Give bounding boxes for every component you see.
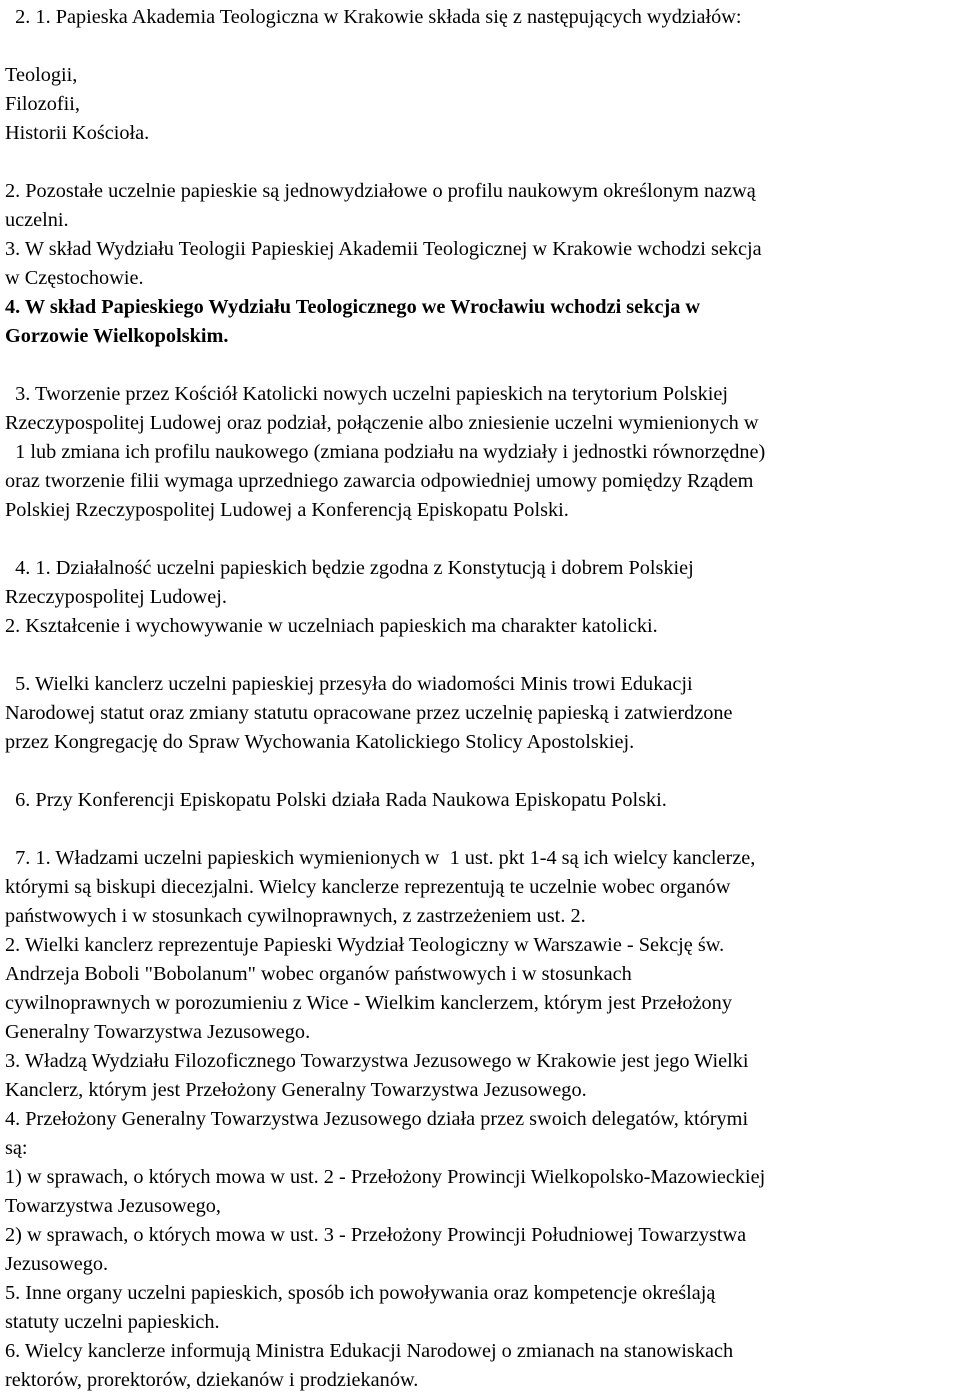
text-line: 2. Kształcenie i wychowywanie w uczelniach papieskich ma charakter katolicki.: [5, 615, 658, 637]
text-line: cywilnoprawnych w porozumieniu z Wice - Wielkim kanclerzem, którym jest Przełożony: [5, 992, 732, 1014]
paragraph-gap: [5, 525, 955, 554]
text-line: przez Kongregację do Spraw Wychowania Katolickiego Stolicy Apostolskiej.: [5, 731, 635, 753]
faculty-list-item: Teologii,: [5, 64, 78, 86]
text-line: rektorów, prorektorów, dziekanów i prodziekanów.: [5, 1369, 419, 1391]
text-line: Generalny Towarzystwa Jezusowego.: [5, 1021, 311, 1043]
text-line: 5. Inne organy uczelni papieskich, sposób ich powoływania oraz kompetencje określają: [5, 1282, 716, 1304]
text-line: Jezusowego.: [5, 1253, 109, 1275]
text-line: 2. Pozostałe uczelnie papieskie są jednowydziałowe o profilu naukowym określonym nazwą: [5, 180, 756, 202]
text-line: 6. Wielcy kanclerze informują Ministra Edukacji Narodowej o zmianach na stanowiskach: [5, 1340, 734, 1362]
text-line: Rzeczypospolitej Ludowej oraz podział, połączenie albo zniesienie uczelni wymienionych w: [5, 412, 759, 434]
article-2-heading-line: 2. 1. Papieska Akademia Teologiczna w Krakowie składa się z następujących wydziałów:: [5, 6, 742, 28]
text-line: Polskiej Rzeczypospolitej Ludowej a Konferencją Episkopatu Polski.: [5, 499, 569, 521]
text-line: Narodowej statut oraz zmiany statutu opracowane przez uczelnię papieską i zatwierdzone: [5, 702, 733, 724]
text-line: Andrzeja Boboli "Bobolanum" wobec organów państwowych i w stosunkach: [5, 963, 632, 985]
faculty-list-item: Historii Kościoła.: [5, 122, 150, 144]
text-line: 5. Wielki kanclerz uczelni papieskiej przesyła do wiadomości Minis trowi Edukacji: [5, 673, 693, 695]
paragraph-gap: [5, 148, 955, 177]
article-7: [5, 844, 955, 1395]
article-2: [5, 3, 955, 351]
text-line: 3. W skład Wydziału Teologii Papieskiej Akademii Teologicznej w Krakowie wchodzi sekcja: [5, 238, 762, 260]
document-page: [5, 3, 955, 1395]
paragraph-gap: [5, 815, 955, 844]
text-line: państwowych i w stosunkach cywilnoprawnych, z zastrzeżeniem ust. 2.: [5, 905, 586, 927]
text-line: 3. Tworzenie przez Kościół Katolicki nowych uczelni papieskich na terytorium Polskiej: [5, 383, 729, 405]
text-line: w Częstochowie.: [5, 267, 144, 289]
text-line: którymi są biskupi diecezjalni. Wielcy kanclerze reprezentują te uczelnie wobec organów: [5, 876, 731, 898]
text-line: 1 lub zmiana ich profilu naukowego (zmiana podziału na wydziały i jednostki równorzędne): [5, 441, 766, 463]
text-line: 3. Władzą Wydziału Filozoficznego Towarzystwa Jezusowego w Krakowie jest jego Wielki: [5, 1050, 749, 1072]
text-line: statuty uczelni papieskich.: [5, 1311, 220, 1333]
text-line: Towarzystwa Jezusowego,: [5, 1195, 221, 1217]
text-line: 6. Przy Konferencji Episkopatu Polski działa Rada Naukowa Episkopatu Polski.: [5, 789, 667, 811]
text-line: 2. Wielki kanclerz reprezentuje Papieski Wydział Teologiczny w Warszawie - Sekcję św.: [5, 934, 725, 956]
faculty-list-item: Filozofii,: [5, 93, 80, 115]
text-line: Kanclerz, którym jest Przełożony Generalny Towarzystwa Jezusowego.: [5, 1079, 587, 1101]
article-4: [5, 554, 955, 641]
text-line: 2) w sprawach, o których mowa w ust. 3 - Przełożony Prowincji Południowej Towarzystwa: [5, 1224, 747, 1246]
paragraph-gap: [5, 757, 955, 786]
paragraph-gap: [5, 641, 955, 670]
article-6: [5, 786, 955, 815]
paragraph-gap: [5, 32, 955, 61]
article-3: [5, 380, 955, 525]
text-line: 4. 1. Działalność uczelni papieskich będzie zgodna z Konstytucją i dobrem Polskiej: [5, 557, 694, 579]
text-line: 1) w sprawach, o których mowa w ust. 2 - Przełożony Prowincji Wielkopolsko-Mazowieckiej: [5, 1166, 766, 1188]
text-line: są:: [5, 1137, 28, 1159]
text-line: 4. Przełożony Generalny Towarzystwa Jezusowego działa przez swoich delegatów, którymi: [5, 1108, 749, 1130]
text-line: 7. 1. Władzami uczelni papieskich wymienionych w 1 ust. pkt 1-4 są ich wielcy kanclerze,: [5, 847, 756, 869]
bold-text-line: Gorzowie Wielkopolskim.: [5, 325, 229, 347]
text-line: Rzeczypospolitej Ludowej.: [5, 586, 227, 608]
text-line: oraz tworzenie filii wymaga uprzedniego zawarcia odpowiedniej umowy pomiędzy Rządem: [5, 470, 754, 492]
text-line: uczelni.: [5, 209, 69, 231]
article-5: [5, 670, 955, 757]
paragraph-gap: [5, 351, 955, 380]
bold-text-line: 4. W skład Papieskiego Wydziału Teologicznego we Wrocławiu wchodzi sekcja w: [5, 296, 701, 318]
